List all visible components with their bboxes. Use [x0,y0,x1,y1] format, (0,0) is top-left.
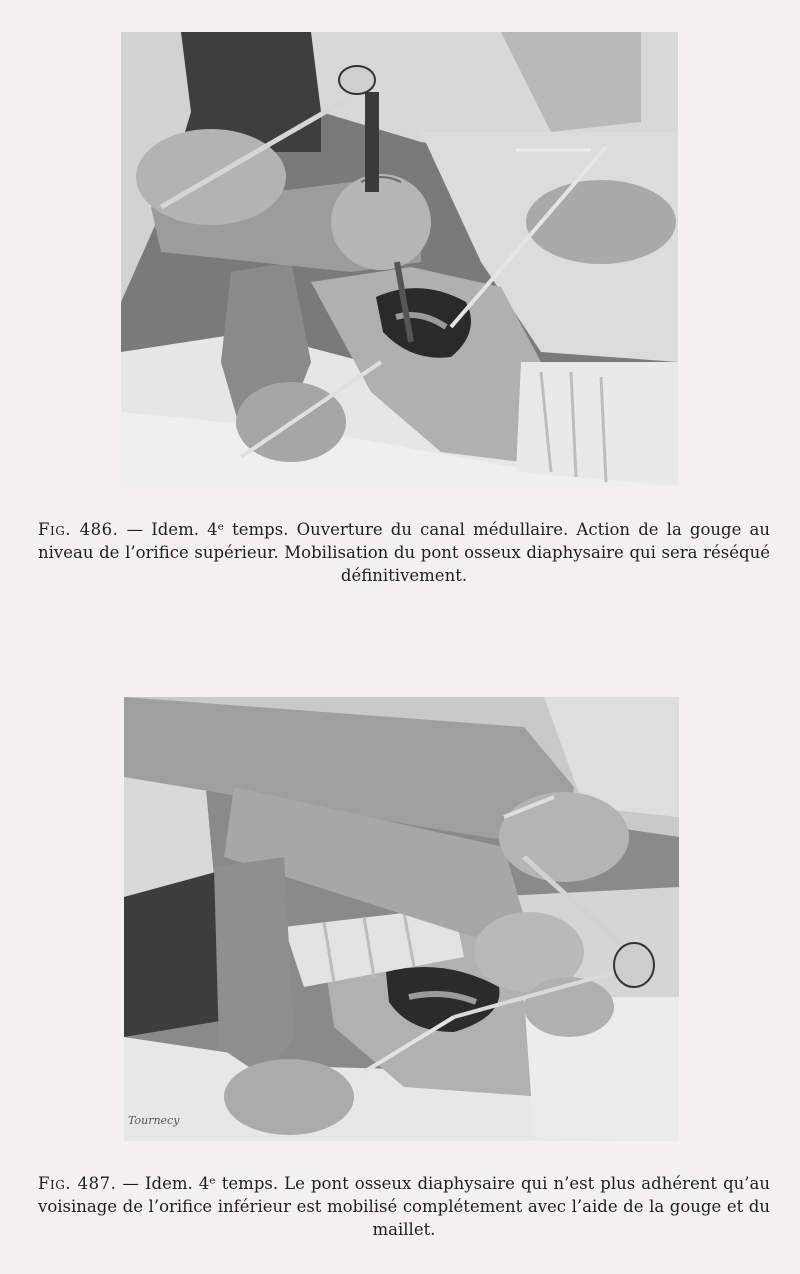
figure-487-label: Fig. 487. [38,1174,117,1193]
surgery-photo-upper-orifice [121,32,678,486]
figure-486-caption [38,518,770,587]
photographer-signature: Tournecy [128,1114,180,1127]
figure-487-caption [38,1172,770,1241]
figure-487-photo [124,697,679,1141]
figure-487-text: — Idem. 4ᵉ temps. Le pont osseux diaphysaire qui n’est plus adhérent qu’au voisinage de l’orifice inférieur est mobilisé complétement avec l’aide de la gouge et du maillet. [38,1174,770,1239]
figure-486-photo [121,32,678,486]
surgery-photo-lower-orifice [124,697,679,1141]
figure-486-text: — Idem. 4ᵉ temps. Ouverture du canal médullaire. Action de la gouge au niveau de l’orifice supérieur. Mobilisation du pont osseux diaphysaire qui sera réséqué définitivement. [38,520,770,585]
figure-486-label: Fig. 486. [38,520,119,539]
